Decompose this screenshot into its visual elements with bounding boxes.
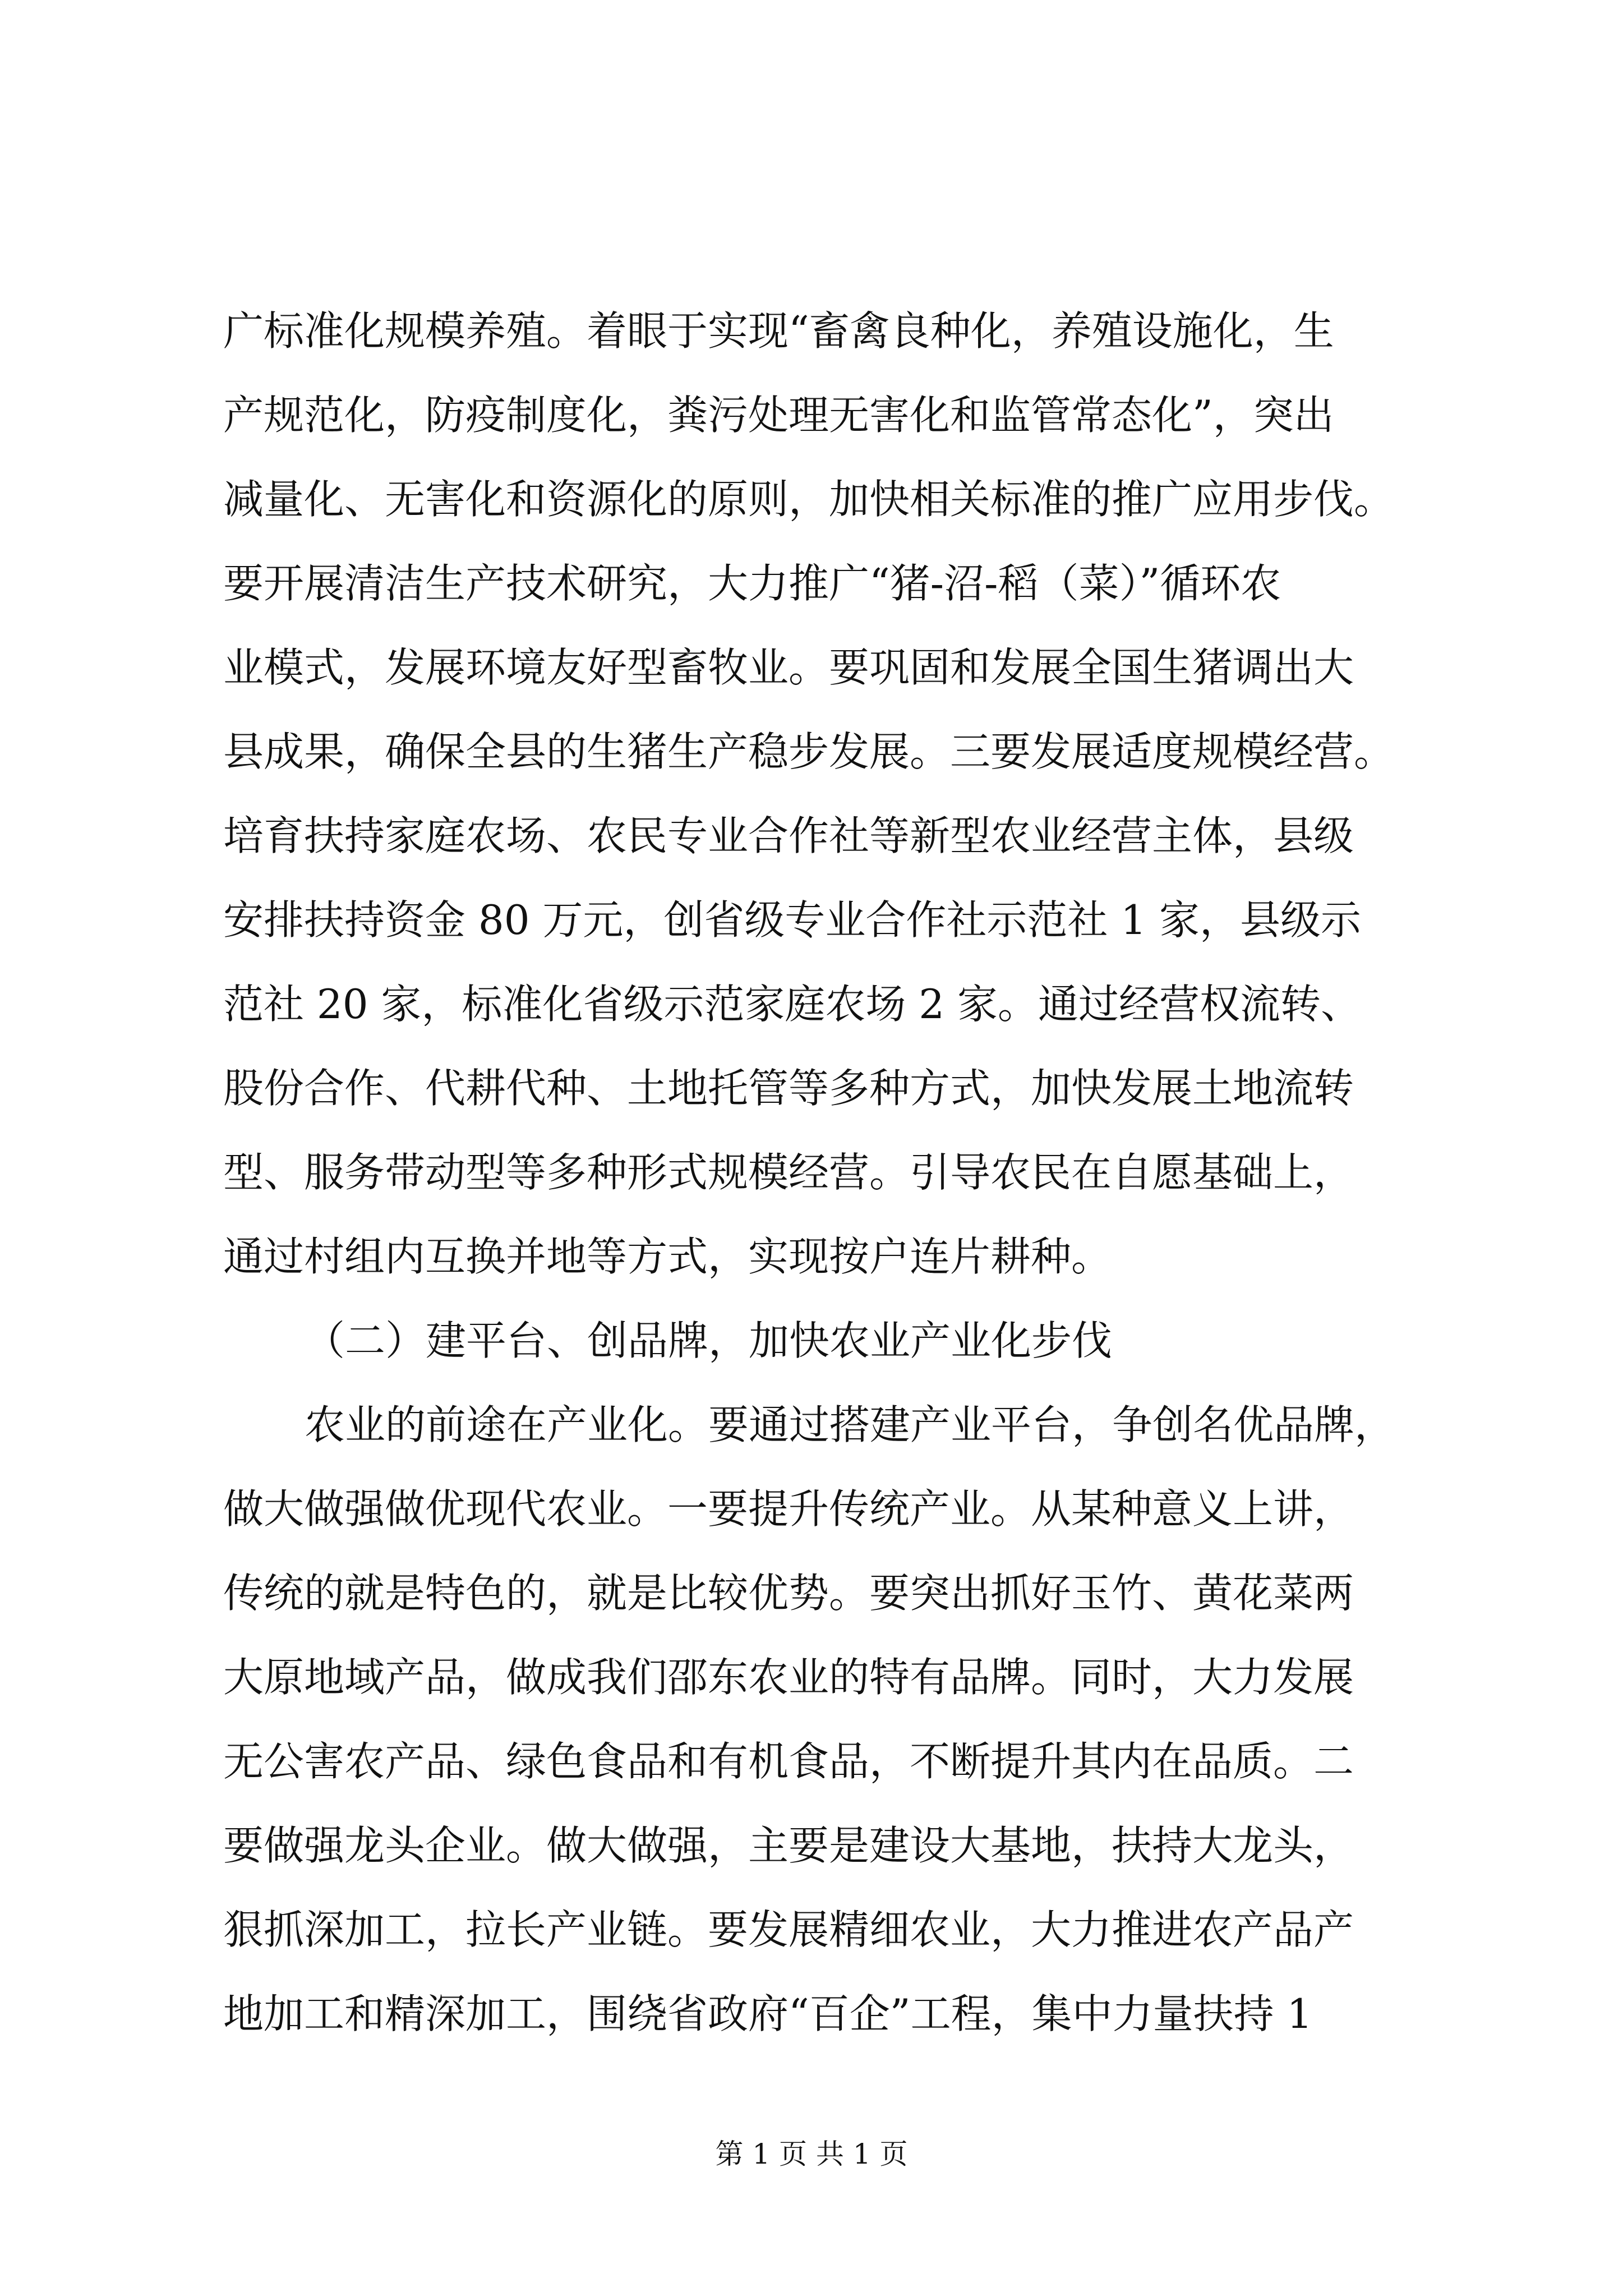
paragraph-line: 狠抓深加工，拉长产业链。要发展精细农业，大力推进农产品产	[223, 1906, 1354, 1953]
paragraph-line: 做大做强做优现代农业。一要提升传统产业。从某种意义上讲，	[223, 1485, 1354, 1533]
section-heading: （二）建平台、创品牌，加快农业产业化步伐	[305, 1317, 1113, 1364]
paragraph-line: 无公害农产品、绿色食品和有机食品，不断提升其内在品质。二	[223, 1738, 1354, 1785]
paragraph-line: 产规范化，防疫制度化，粪污处理无害化和监管常态化”，突出	[223, 392, 1334, 439]
paragraph-line: 大原地域产品，做成我们邵东农业的特有品牌。同时，大力发展	[223, 1654, 1354, 1701]
paragraph-line: 业模式，发展环境友好型畜牧业。要巩固和发展全国生猪调出大	[223, 644, 1354, 691]
paragraph-line: 地加工和精深加工，围绕省政府“百企”工程，集中力量扶持 1	[223, 1990, 1313, 2037]
paragraph-line: 型、服务带动型等多种形式规模经营。引导农民在自愿基础上，	[223, 1149, 1354, 1196]
paragraph-line: 农业的前途在产业化。要通过搭建产业平台，争创名优品牌，	[305, 1401, 1395, 1448]
page-footer: 第 1 页 共 1 页	[715, 2138, 908, 2170]
paragraph-line: 通过村组内互换并地等方式，实现按户连片耕种。	[223, 1233, 1112, 1280]
paragraph-line: 县成果，确保全县的生猪生产稳步发展。三要发展适度规模经营。	[223, 728, 1395, 775]
paragraph-line: 安排扶持资金 80 万元，创省级专业合作社示范社 1 家，县级示	[223, 896, 1361, 944]
paragraph-line: 减量化、无害化和资源化的原则，加快相关标准的推广应用步伐。	[223, 476, 1395, 523]
paragraph-line: 广标准化规模养殖。着眼于实现“畜禽良种化，养殖设施化，生	[223, 307, 1334, 355]
paragraph-line: 要开展清洁生产技术研究，大力推广“猪-沼-稻（菜）”循环农	[223, 560, 1281, 607]
paragraph-line: 范社 20 家，标准化省级示范家庭农场 2 家。通过经营权流转、	[223, 981, 1361, 1028]
paragraph-line: 传统的就是特色的，就是比较优势。要突出抓好玉竹、黄花菜两	[223, 1570, 1354, 1617]
paragraph-line: 股份合作、代耕代种、土地托管等多种方式，加快发展土地流转	[223, 1065, 1354, 1112]
paragraph-line: 要做强龙头企业。做大做强，主要是建设大基地，扶持大龙头，	[223, 1822, 1354, 1869]
paragraph-line: 培育扶持家庭农场、农民专业合作社等新型农业经营主体，县级	[223, 812, 1354, 859]
